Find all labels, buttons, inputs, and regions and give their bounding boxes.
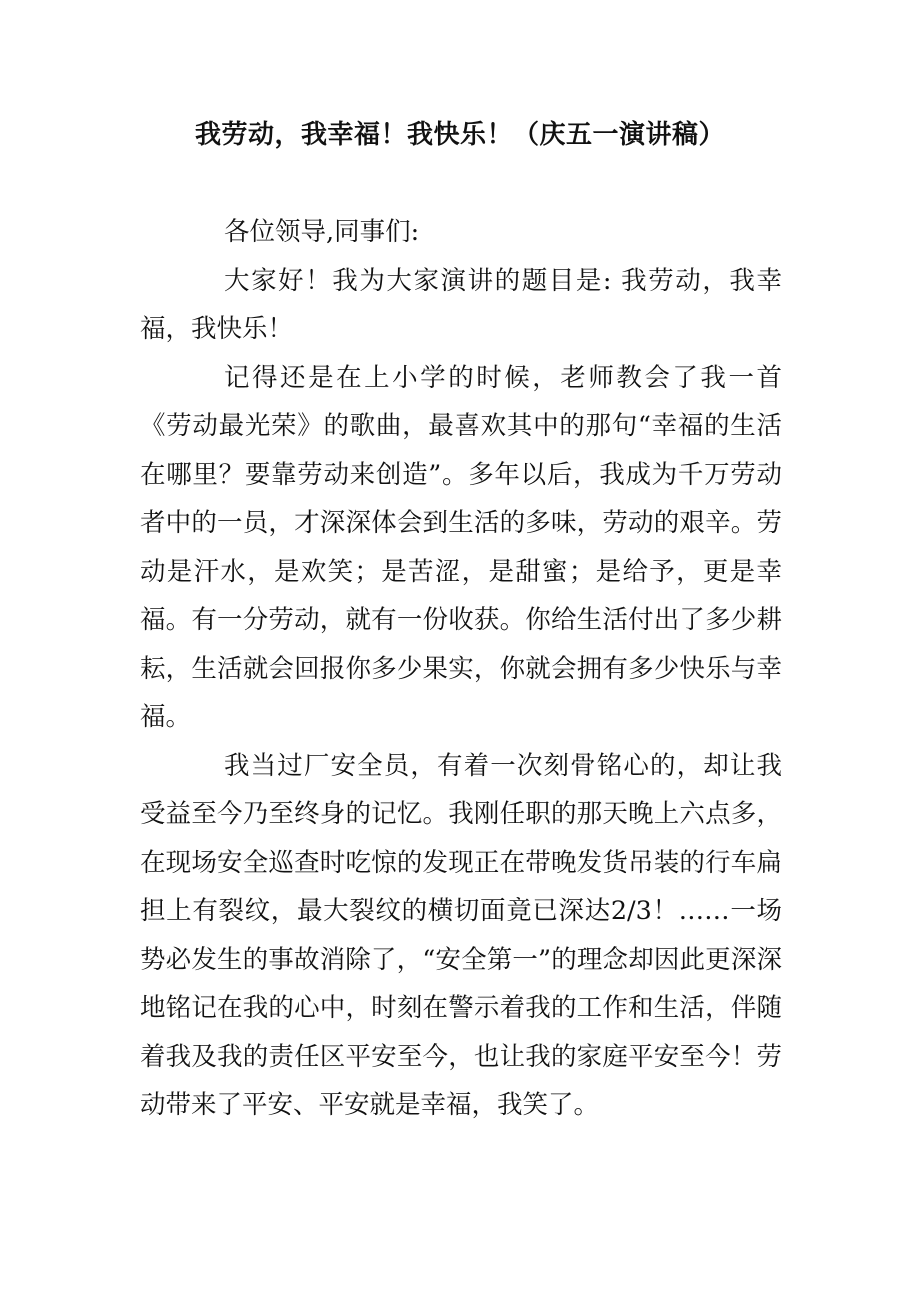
paragraph-greeting: 大家好！我为大家演讲的题目是: 我劳动，我幸福，我快乐！ bbox=[140, 265, 782, 344]
paragraph-childhood-song: 记得还是在上小学的时候，老师教会了我一首《劳动最光荣》的歌曲，最喜欢其中的那句“幸福的生活在哪里？要靠劳动来创造”。多年以后，我成为千万劳动者中的一员，才深深体会到生活的多味，劳动的艰辛。劳动是汗水，是欢笑；是苦涩，是甜蜜；是给予，更是幸福。有一分劳动，就有一份收获。你给生活付出了多少耕耘，生活就会回报你多少果实，你就会拥有多少快乐与幸福。 bbox=[140, 362, 782, 732]
document-title: 我劳动，我幸福！我快乐！（庆五一演讲稿） bbox=[194, 120, 725, 150]
paragraph-salutation: 各位领导,同事们: bbox=[224, 217, 420, 247]
paragraph-safety-story: 我当过厂安全员，有着一次刻骨铭心的，却让我受益至今乃至终身的记忆。我刚任职的那天晚上六点多，在现场安全巡查时吃惊的发现正在带晚发货吊装的行车扁担上有裂纹，最大裂纹的横切面竟已深达2/3！……一场势必发生的事故消除了，“安全第一”的理念却因此更深深地铭记在我的心中，时刻在警示着我的工作和生活，伴随着我及我的责任区平安至今，也让我的家庭平安至今！劳动带来了平安、平安就是幸福，我笑了。 bbox=[140, 750, 782, 1120]
document-body bbox=[140, 208, 782, 1130]
